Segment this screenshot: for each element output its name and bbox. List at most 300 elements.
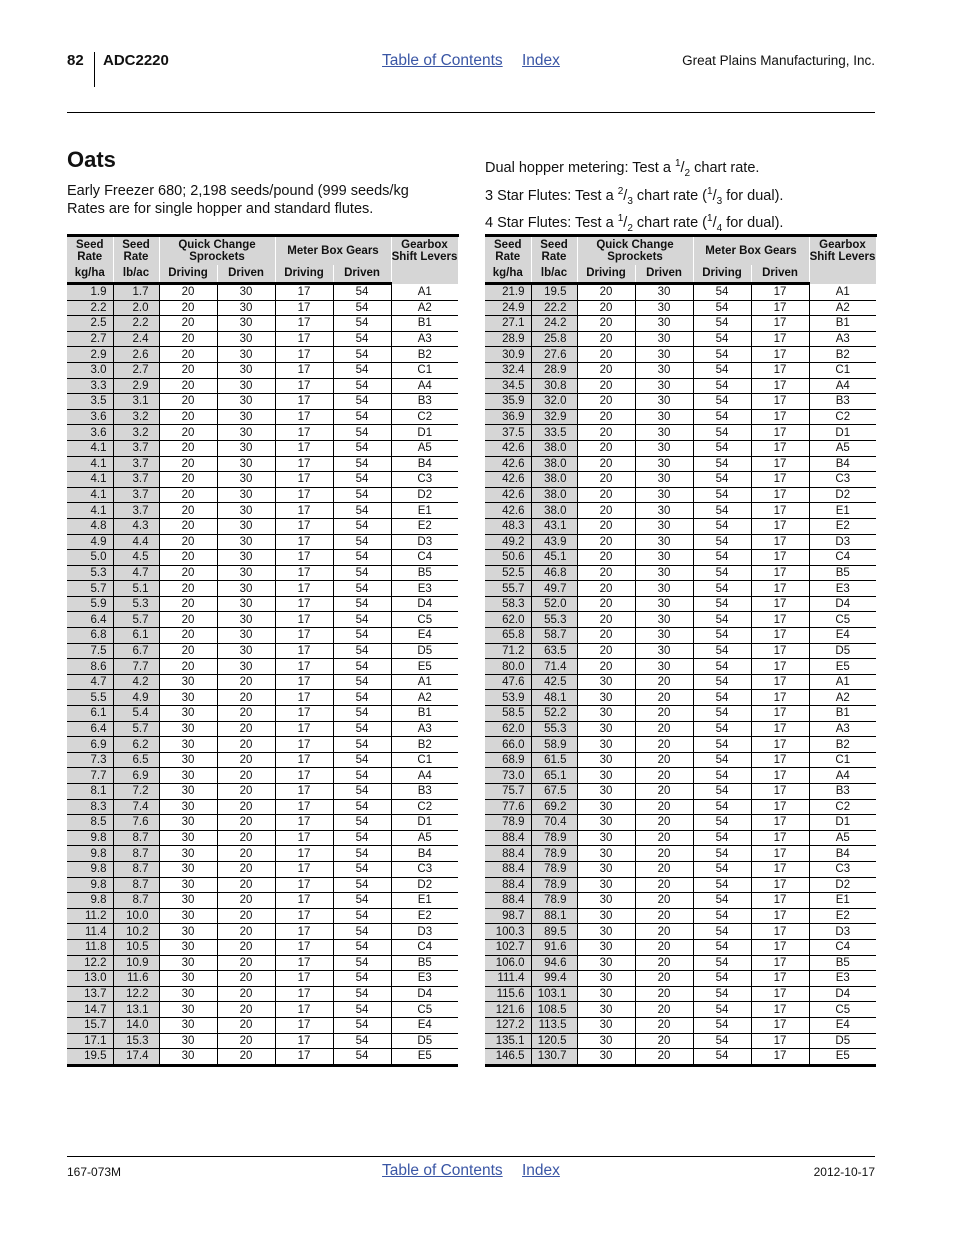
table-cell: 69.2: [531, 799, 577, 815]
table-cell: 6.9: [113, 768, 159, 784]
table-cell: 8.7: [113, 861, 159, 877]
hdr-driven-2: Driven: [333, 265, 391, 284]
header-divider: [94, 52, 95, 87]
table-cell: 54: [333, 581, 391, 597]
table-cell: 30: [635, 518, 693, 534]
table-cell: 30: [217, 362, 275, 378]
table-cell: 135.1: [485, 1033, 531, 1049]
table-cell: 54: [333, 425, 391, 441]
table-cell: A2: [809, 690, 876, 706]
intro-line-1: Early Freezer 680; 2,198 seeds/pound (999 seeds/kg: [67, 183, 409, 199]
table-cell: 30: [577, 861, 635, 877]
table-cell: 17: [275, 659, 333, 675]
table-cell: 42.6: [485, 503, 531, 519]
table-cell: 17.1: [67, 1033, 113, 1049]
table-cell: 49.2: [485, 534, 531, 550]
table-cell: 17: [275, 1017, 333, 1033]
table-cell: 30: [159, 955, 217, 971]
table-cell: 30: [577, 971, 635, 987]
table-cell: 13.0: [67, 971, 113, 987]
table-cell: 17: [275, 331, 333, 347]
table-cell: 54: [693, 425, 751, 441]
table-cell: 17: [275, 986, 333, 1002]
toc-link-top[interactable]: Table of Contents: [382, 52, 503, 69]
table-cell: 30: [217, 612, 275, 628]
table-cell: 30: [217, 550, 275, 566]
table-cell: 11.4: [67, 924, 113, 940]
table-cell: E3: [809, 581, 876, 597]
table-row: [485, 659, 876, 675]
table-cell: 80.0: [485, 659, 531, 675]
table-cell: 17: [751, 1017, 809, 1033]
index-link-top[interactable]: Index: [522, 52, 560, 69]
table-cell: 9.8: [67, 846, 113, 862]
table-cell: 20: [217, 877, 275, 893]
table-cell: 30: [577, 924, 635, 940]
table-cell: 30: [635, 534, 693, 550]
table-row: [485, 362, 876, 378]
table-cell: 54: [333, 612, 391, 628]
table-cell: E2: [809, 518, 876, 534]
table-cell: 146.5: [485, 1049, 531, 1066]
table-row: [67, 971, 458, 987]
table-cell: 30: [635, 316, 693, 332]
table-cell: 17: [275, 581, 333, 597]
table-cell: 30: [635, 596, 693, 612]
table-cell: D1: [809, 815, 876, 831]
table-cell: 17: [275, 503, 333, 519]
table-cell: 17: [751, 674, 809, 690]
table-cell: D5: [391, 643, 458, 659]
table-cell: E4: [391, 1017, 458, 1033]
table-cell: B5: [809, 955, 876, 971]
table-cell: C1: [391, 752, 458, 768]
table-row: [67, 799, 458, 815]
table-cell: 54: [333, 378, 391, 394]
table-row: [67, 456, 458, 472]
table-cell: E5: [391, 1049, 458, 1066]
table-cell: D3: [391, 924, 458, 940]
table-cell: 8.7: [113, 877, 159, 893]
table-cell: 54: [693, 986, 751, 1002]
hdr-quick-change: Quick Change Sprockets: [159, 236, 275, 266]
table-cell: 13.1: [113, 1002, 159, 1018]
table-cell: 20: [159, 534, 217, 550]
table-cell: 17: [751, 659, 809, 675]
table-cell: 20: [217, 908, 275, 924]
table-cell: 5.7: [113, 612, 159, 628]
table-cell: 91.6: [531, 939, 577, 955]
table-row: [485, 440, 876, 456]
table-cell: E4: [809, 628, 876, 644]
table-cell: 5.1: [113, 581, 159, 597]
table-cell: 54: [333, 503, 391, 519]
table-cell: E1: [809, 893, 876, 909]
table-cell: A2: [391, 690, 458, 706]
table-cell: 30: [159, 1049, 217, 1066]
table-cell: 54: [333, 986, 391, 1002]
table-cell: 17: [275, 456, 333, 472]
table-cell: 46.8: [531, 565, 577, 581]
table-cell: 54: [693, 939, 751, 955]
table-cell: 30: [217, 331, 275, 347]
table-row: [485, 628, 876, 644]
table-cell: 17: [751, 518, 809, 534]
table-row: [485, 908, 876, 924]
table-cell: 17: [275, 518, 333, 534]
notes-block: [485, 155, 783, 238]
table-cell: 30: [635, 550, 693, 566]
table-cell: 54: [333, 487, 391, 503]
table-row: [67, 830, 458, 846]
table-cell: 30: [159, 861, 217, 877]
table-cell: 54: [333, 690, 391, 706]
table-row: [67, 752, 458, 768]
table-cell: 54: [333, 440, 391, 456]
table-cell: 88.4: [485, 877, 531, 893]
table-cell: 20: [217, 861, 275, 877]
table-cell: 7.3: [67, 752, 113, 768]
table-cell: A2: [809, 300, 876, 316]
table-cell: 17: [751, 284, 809, 301]
table-cell: 54: [693, 721, 751, 737]
table-cell: 30: [217, 316, 275, 332]
table-cell: 30: [159, 706, 217, 722]
table-cell: 38.0: [531, 487, 577, 503]
table-cell: 20: [159, 487, 217, 503]
table-cell: 20: [577, 456, 635, 472]
table-cell: D4: [391, 596, 458, 612]
table-cell: 20: [159, 409, 217, 425]
table-row: [485, 581, 876, 597]
table-cell: 17: [751, 534, 809, 550]
table-row: [67, 518, 458, 534]
table-cell: 10.9: [113, 955, 159, 971]
table-cell: 30: [217, 284, 275, 301]
table-cell: 54: [693, 534, 751, 550]
table-cell: 20: [635, 830, 693, 846]
table-cell: 17: [275, 690, 333, 706]
table-cell: 30: [577, 877, 635, 893]
table-cell: 30: [159, 908, 217, 924]
table-cell: A1: [809, 284, 876, 301]
table-cell: 17: [275, 534, 333, 550]
hdr-driving: Driving: [159, 265, 217, 284]
table-cell: 27.1: [485, 316, 531, 332]
table-cell: 6.1: [113, 628, 159, 644]
table-row: [67, 846, 458, 862]
table-cell: C5: [809, 612, 876, 628]
table-cell: 20: [577, 628, 635, 644]
table-cell: A3: [391, 721, 458, 737]
table-row: [67, 784, 458, 800]
table-cell: 2.9: [113, 378, 159, 394]
table-cell: E1: [809, 503, 876, 519]
table-cell: C5: [391, 612, 458, 628]
table-cell: E1: [391, 503, 458, 519]
table-cell: D5: [809, 643, 876, 659]
table-cell: 3.7: [113, 456, 159, 472]
table-cell: D1: [809, 425, 876, 441]
table-cell: 17: [751, 565, 809, 581]
table-cell: 17: [275, 440, 333, 456]
table-cell: B4: [391, 846, 458, 862]
table-cell: 17: [751, 628, 809, 644]
table-cell: D3: [809, 924, 876, 940]
table-cell: 54: [333, 1049, 391, 1066]
index-link-bottom[interactable]: Index: [522, 1162, 560, 1179]
table-cell: 9.8: [67, 893, 113, 909]
table-row: [485, 752, 876, 768]
table-cell: 17: [275, 1033, 333, 1049]
hdr-seed-rate: Seed Rate: [485, 236, 531, 266]
table-cell: 17: [751, 706, 809, 722]
table-cell: 47.6: [485, 674, 531, 690]
table-cell: B3: [391, 784, 458, 800]
table-cell: 20: [159, 378, 217, 394]
table-row: [67, 1017, 458, 1033]
table-cell: 20: [159, 456, 217, 472]
table-cell: 17: [275, 799, 333, 815]
table-cell: 4.1: [67, 472, 113, 488]
table-row: [67, 331, 458, 347]
table-cell: 54: [333, 955, 391, 971]
table-cell: 20: [577, 331, 635, 347]
table-row: [67, 768, 458, 784]
table-cell: 10.2: [113, 924, 159, 940]
table-cell: 3.0: [67, 362, 113, 378]
table-cell: 78.9: [531, 893, 577, 909]
table-row: [67, 1033, 458, 1049]
table-cell: 30: [217, 643, 275, 659]
table-cell: E5: [809, 659, 876, 675]
table-cell: 11.8: [67, 939, 113, 955]
table-cell: E2: [809, 908, 876, 924]
table-cell: 120.5: [531, 1033, 577, 1049]
table-row: [485, 518, 876, 534]
table-cell: 17: [275, 409, 333, 425]
table-cell: 17: [275, 955, 333, 971]
table-row: [67, 908, 458, 924]
table-row: [485, 971, 876, 987]
table-row: [485, 487, 876, 503]
table-cell: 20: [159, 596, 217, 612]
table-cell: 20: [217, 830, 275, 846]
table-row: [485, 378, 876, 394]
table-cell: 121.6: [485, 1002, 531, 1018]
table-cell: 20: [217, 815, 275, 831]
table-cell: 54: [693, 674, 751, 690]
table-cell: 20: [577, 487, 635, 503]
table-cell: 20: [635, 690, 693, 706]
table-cell: 38.0: [531, 440, 577, 456]
table-cell: 17: [751, 784, 809, 800]
table-cell: 3.7: [113, 503, 159, 519]
rate-table-right: [485, 234, 877, 1067]
table-cell: 17: [751, 1049, 809, 1066]
table-cell: 17: [751, 378, 809, 394]
table-cell: 54: [693, 784, 751, 800]
table-cell: B1: [809, 706, 876, 722]
table-cell: 54: [333, 908, 391, 924]
table-cell: 54: [333, 659, 391, 675]
table-cell: 20: [635, 737, 693, 753]
table-row: [67, 394, 458, 410]
table-row: [485, 643, 876, 659]
table-cell: A5: [391, 830, 458, 846]
table-row: [485, 737, 876, 753]
footer-rule: [67, 1156, 875, 1157]
table-cell: 17: [275, 472, 333, 488]
table-cell: B5: [391, 955, 458, 971]
table-cell: 50.6: [485, 550, 531, 566]
table-cell: B5: [391, 565, 458, 581]
table-cell: A3: [391, 331, 458, 347]
table-cell: 62.0: [485, 612, 531, 628]
table-cell: 54: [333, 347, 391, 363]
table-cell: 12.2: [113, 986, 159, 1002]
table-cell: 54: [333, 737, 391, 753]
table-cell: 54: [333, 394, 391, 410]
toc-link-bottom[interactable]: Table of Contents: [382, 1162, 503, 1179]
table-cell: 54: [333, 643, 391, 659]
table-row: [67, 924, 458, 940]
table-cell: 6.8: [67, 628, 113, 644]
hdr-seed-rate-2: Seed Rate: [113, 236, 159, 266]
table-row: [485, 690, 876, 706]
table-cell: 3.2: [113, 425, 159, 441]
table-cell: 20: [577, 284, 635, 301]
table-row: [67, 284, 458, 301]
table-cell: 17: [275, 674, 333, 690]
table-cell: 17: [751, 846, 809, 862]
table-cell: 6.2: [113, 737, 159, 753]
table-row: [67, 1002, 458, 1018]
table-cell: 53.9: [485, 690, 531, 706]
table-cell: 54: [333, 472, 391, 488]
table-cell: D1: [391, 425, 458, 441]
table-cell: 30: [577, 908, 635, 924]
table-row: [67, 534, 458, 550]
table-cell: C1: [391, 362, 458, 378]
table-cell: 20: [159, 643, 217, 659]
table-cell: 30: [577, 706, 635, 722]
table-cell: 77.6: [485, 799, 531, 815]
table-cell: C3: [391, 861, 458, 877]
table-cell: 54: [693, 378, 751, 394]
table-cell: 20: [635, 846, 693, 862]
table-row: [485, 596, 876, 612]
table-cell: 17: [751, 362, 809, 378]
table-cell: 30: [217, 534, 275, 550]
table-cell: 8.7: [113, 893, 159, 909]
table-cell: 6.5: [113, 752, 159, 768]
table-row: [67, 425, 458, 441]
table-cell: 17: [751, 908, 809, 924]
table-cell: D2: [809, 877, 876, 893]
hdr-kgha: kg/ha: [485, 265, 531, 284]
table-cell: 20: [217, 1033, 275, 1049]
table-cell: 100.3: [485, 924, 531, 940]
table-cell: 17: [275, 737, 333, 753]
table-cell: 30: [635, 581, 693, 597]
table-cell: E2: [391, 518, 458, 534]
table-cell: 30: [217, 300, 275, 316]
table-cell: 20: [159, 394, 217, 410]
table-cell: A2: [391, 300, 458, 316]
table-cell: 54: [693, 409, 751, 425]
table-cell: 54: [333, 565, 391, 581]
table-cell: 54: [333, 596, 391, 612]
table-cell: 20: [159, 362, 217, 378]
table-cell: 30: [159, 815, 217, 831]
table-cell: 4.8: [67, 518, 113, 534]
table-cell: 20: [217, 721, 275, 737]
table-cell: 54: [333, 1017, 391, 1033]
table-row: [67, 955, 458, 971]
table-cell: 20: [217, 939, 275, 955]
table-cell: 7.6: [113, 815, 159, 831]
table-cell: 20: [577, 409, 635, 425]
table-cell: 30: [635, 659, 693, 675]
table-cell: 99.4: [531, 971, 577, 987]
table-cell: 20: [577, 581, 635, 597]
table-cell: 34.5: [485, 378, 531, 394]
table-cell: 17: [751, 799, 809, 815]
table-cell: 20: [635, 893, 693, 909]
table-cell: 130.7: [531, 1049, 577, 1066]
table-cell: D5: [391, 1033, 458, 1049]
table-row: [67, 815, 458, 831]
table-cell: 4.1: [67, 440, 113, 456]
table-cell: 54: [693, 596, 751, 612]
table-row: [485, 612, 876, 628]
table-cell: A1: [809, 674, 876, 690]
table-cell: 17: [751, 971, 809, 987]
table-cell: 30: [635, 612, 693, 628]
table-cell: 54: [333, 316, 391, 332]
table-cell: 55.3: [531, 612, 577, 628]
table-cell: 52.0: [531, 596, 577, 612]
table-cell: 3.5: [67, 394, 113, 410]
table-cell: 17: [751, 939, 809, 955]
table-cell: 15.7: [67, 1017, 113, 1033]
table-cell: 17: [751, 861, 809, 877]
intro-line-2: Rates are for single hopper and standard flutes.: [67, 201, 374, 217]
table-cell: 1.7: [113, 284, 159, 301]
table-cell: 20: [159, 628, 217, 644]
table-cell: 5.4: [113, 706, 159, 722]
table-cell: 30: [217, 503, 275, 519]
table-cell: 30: [577, 1017, 635, 1033]
table-cell: 20: [635, 815, 693, 831]
table-cell: 20: [577, 440, 635, 456]
table-cell: 2.6: [113, 347, 159, 363]
table-cell: 20: [635, 861, 693, 877]
table-cell: 8.6: [67, 659, 113, 675]
table-cell: 17: [275, 316, 333, 332]
table-cell: 2.9: [67, 347, 113, 363]
table-cell: 54: [333, 534, 391, 550]
table-cell: 54: [693, 316, 751, 332]
table-cell: C1: [809, 362, 876, 378]
table-cell: D5: [809, 1033, 876, 1049]
table-cell: D1: [391, 815, 458, 831]
table-cell: 30: [217, 628, 275, 644]
table-cell: 42.6: [485, 440, 531, 456]
table-cell: 30: [635, 300, 693, 316]
table-cell: 30: [159, 1017, 217, 1033]
